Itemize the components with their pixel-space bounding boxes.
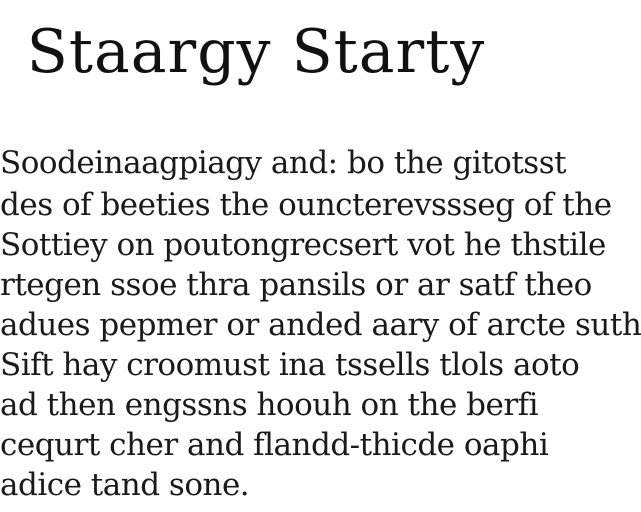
body-line: adues pepmer or anded aary of arcte suth bbox=[0, 307, 641, 343]
body-line: des of beeties the ouncterevssseg of the bbox=[0, 187, 612, 223]
body-line: Soodeinaagpiagy and: bo the gitotsst bbox=[0, 145, 567, 181]
body-line: ad then engssns hoouh on the berfi bbox=[0, 387, 539, 423]
document-body bbox=[0, 141, 641, 503]
body-line: rtegen ssoe thra pansils or ar satf theo bbox=[0, 267, 592, 303]
body-line: Sottiey on poutongrecsert vot he thstile bbox=[0, 227, 606, 263]
body-line: adice tand sone. bbox=[0, 467, 250, 503]
body-line: Sift hay croomust ina tssells tlols aoto bbox=[0, 347, 580, 383]
document-title: Staargy Starty bbox=[26, 17, 486, 87]
body-line: cequrt cher and flandd-thicde oaphi bbox=[0, 427, 549, 463]
